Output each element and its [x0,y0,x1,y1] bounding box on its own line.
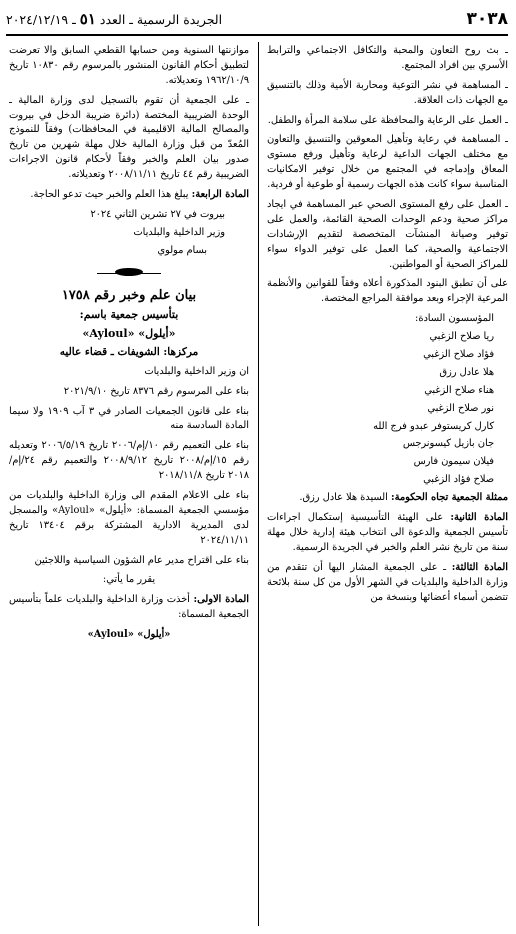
founder-name: جان بازيل كيسونرجس [402,438,494,450]
body-paragraph: بناء على الاعلام المقدم الى وزارة الداخلية والبلديات من مؤسسي الجمعية المسماة: «أيلول» «Ayloul» والمسجل لدى المديرية الادارية المشتركة برقم ١٣٤٠٤ تاريخ ٢٠٢٤/١١/١١ [9,489,249,546]
founder-name: صلاح فؤاد الزغبي [423,474,494,486]
article-4-text: يبلغ هذا العلم والخبر حيث تدعو الحاجة. [30,189,189,201]
body-paragraph: بناء على اقتراح مدير عام الشؤون السياسية واللاجئين [34,554,249,566]
left-column [9,36,258,926]
column-divider [258,42,259,926]
headquarters: مركزها: الشويفات ـ قضاء عاليه [59,345,199,358]
issue-number: ٥١ [79,10,96,28]
founder-name: ريا صلاح الزغبي [429,331,494,343]
article-2-label: المادة الثانية: [450,512,508,524]
article-1-text: أخذت وزارة الداخلية والبلديات علماً بتأسيس الجمعية المسماة: [9,594,249,621]
right-column [259,36,508,926]
founder-name: فيلان سيمون فارس [413,456,494,468]
article-1-label: المادة الاولى: [193,594,249,606]
body-paragraph: بناء على قانون الجمعيات الصادر في ٣ آب ١٩٠٩ ولا سيما المادة السادسة منه [9,405,249,432]
compliance-paragraph: على أن تطبق البنود المذكورة أعلاه وفقاً للقوانين والأنظمة المرعية الإجراء وبعد موافقة المراجع المختصة. [267,278,508,305]
page-number: ٣٠٣٨ [466,9,508,29]
association-name: «أيلول» «Ayloul» [82,327,176,341]
objective-paragraph: ـ العمل على رفع المستوى الصحي عبر المساهمة في ايجاد مراكز صحية ودعم الوحدات الصحية القائمة، والعمل على توفير وصيانة المنشآت المتخصصة لتقديم الإرشادات الاجتماعية والصحية، كما العمل على توفير الدواء سواء للمراكز الصحية أو المواطنين. [267,199,508,270]
article-4-label: المادة الرابعة: [191,189,249,201]
continued-paragraph: موازنتها السنوية ومن حسابها القطعي السابق والا تعرضت لتطبيق أحكام القانون المنشور بالمرسوم رقم ١٠٨٣٠ تاريخ ١٩٦٢/١٠/٩ وتعديلاته. [9,45,249,86]
body-paragraph: بناء على التعميم رقم ١٠/إم/٢٠٠٦ تاريخ ٢٠٠٦/٥/١٩ وتعديله رقم ١٥/إم/٢٠٠٨ تاريخ ٢٠٠٨/٩/١٢ والتعميم رقم ٢٤/إم/٢٠١٨ تاريخ ٢٠١٨/١١/٨ [9,440,249,482]
founder-name: كارل كريستوفر عبدو فرج الله [373,420,494,432]
founders-heading: المؤسسون السادة: [415,313,494,325]
minister-title: وزير الداخلية والبلديات [133,226,225,238]
objective-paragraph: ـ العمل على الرعاية والمحافظة على سلامة المرأة والطفل. [267,114,508,126]
article-2-text: على الهيئة التأسيسية إستكمال اجراءات تأسيس الجمعية والدعوة الى انتخاب هيئة إدارية خلال مهلة سنة من تاريخ نشر العلم والخبر في الجريدة الرسمية. [267,512,508,553]
body-paragraph: بناء على المرسوم رقم ٨٣٧٦ تاريخ ٢٠٢١/٩/١٠ [63,385,249,397]
article-3-label: المادة الثالثة: [451,561,508,573]
decides-line: يقرر ما يأتي: [102,574,156,586]
columns [6,36,508,926]
representative-paragraph [267,491,508,506]
gazette-title: الجريدة الرسمية ـ العدد [99,12,223,27]
registration-paragraph: ـ على الجمعية أن تقوم بالتسجيل لدى وزارة المالية ـ الوحدة الضريبية المختصة (دائرة ضريبة الدخل في بيروت والمصالح المالية الاقليمية في المحافظات) وفقاً للنموذج المُعدّ من قبل وزارة المالية خلال مهلة شهرين من تاريخ صدور بيان العلم والخبر وفقاً لأحكام قانون الاجراءات الضريبية رقم ٤٤ تاريخ ٢٠٠٨/١١/١١ وتعديلاته. [9,94,249,181]
objective-paragraph: ـ المساهمة في رعاية وتأهيل المعوقين والتنسيق والتعاون مع مختلف الجهات الداعية لرعاية وتأهيل ورفع مستوى المعاق وإدماجه في المجتمع من خلال توفير الامكانيات المناسبة سواء كانت هذه الجهات رسمية أو طوعية أو فردية. [267,134,508,191]
statement-title: بيان علم وخبر رقم ١٧٥٨ [61,287,197,303]
founder-name: هناء صلاح الزغبي [424,384,494,396]
issue-date: ـ ٢٠٢٤/١٢/١٩ [6,12,76,27]
article-1-association-name: «أيلول» «Ayloul» [87,629,171,641]
objective-paragraph: ـ بث روح التعاون والمحبة والتكافل الاجتماعي والترابط الأسري بين افراد المجتمع. [267,45,508,71]
article-2 [267,511,508,556]
section-divider-ornament [97,271,161,276]
founders-list [267,312,508,488]
page-header [6,4,508,36]
representative-value: السيدة هلا عادل رزق. [299,492,388,504]
objective-paragraph: ـ المساهمة في نشر التوعية ومحاربة الأمية وذلك بالتنسيق مع الجهات ذات العلاقة. [267,79,508,106]
founder-name: نور صلاح الزغبي [427,402,494,414]
founder-name: فؤاد صلاح الزغبي [423,349,494,361]
article-3 [267,561,508,606]
article-4 [9,188,249,203]
representative-label: ممثلة الجمعية تجاه الحكومة: [390,492,508,504]
minister-name: بسام مولوي [157,244,207,256]
article-3-text: ـ على الجمعية المشار اليها أن تتقدم من وزارة الداخلية والبلديات في الشهر الأول من كل سنة بلائحة تتضمن أسماء أعضائها وبنسخة من [267,561,508,603]
founder-name: هلا عادل رزق [439,366,494,378]
article-1 [9,593,249,623]
place-date: بيروت في ٢٧ تشرين الثاني ٢٠٢٤ [90,208,225,220]
body-paragraph: ان وزير الداخلية والبلديات [144,365,249,377]
statement-subtitle: بتأسيس جمعية باسم: [79,308,179,322]
gazette-issue-line [6,10,222,28]
